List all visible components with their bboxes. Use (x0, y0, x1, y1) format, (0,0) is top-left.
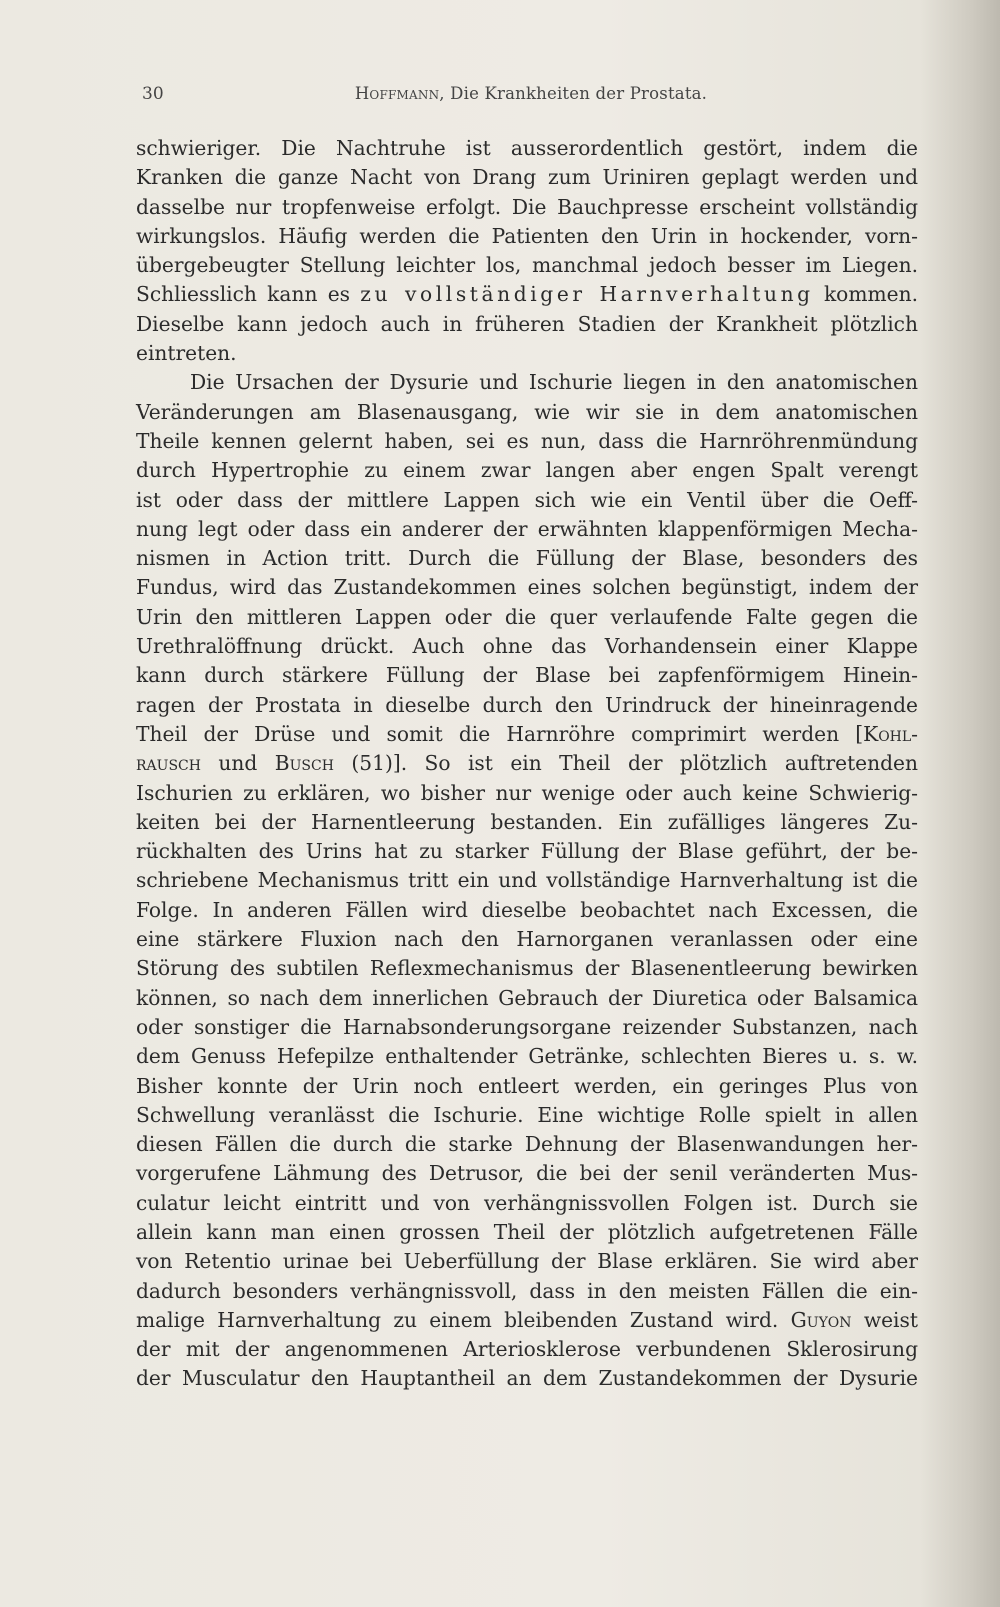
text-segment: zu vollständiger Harnverhaltung (360, 282, 814, 307)
text-segment: der Musculatur den Hauptantheil an dem Zustandekommen der Dysurie (136, 1366, 918, 1391)
page-header (142, 84, 920, 114)
text-segment: der mit der angenommenen Arteriosklerose verbundenen Sklerosirung (136, 1337, 918, 1362)
text-line (136, 691, 918, 720)
text-segment: Veränderungen am Blasenausgang, wie wir sie in dem anatomischen (136, 399, 918, 424)
text-segment: und (200, 751, 275, 776)
text-line (136, 808, 918, 837)
text-line (136, 749, 918, 778)
text-line (136, 163, 918, 192)
text-line (136, 1306, 918, 1335)
text-segment: Kohl- (863, 721, 918, 746)
text-line (136, 1159, 918, 1188)
text-line (136, 1218, 918, 1247)
text-segment: Busch (274, 751, 334, 776)
text-segment: Theil der Drüse und somit die Harnröhre comprimirt werden [ (136, 721, 864, 746)
text-segment: culatur leicht eintritt und von verhängnissvollen Folgen ist. Durch sie (136, 1190, 918, 1215)
text-line (136, 1101, 918, 1130)
running-head-title: , Die Krankheiten der Prostata. (439, 84, 708, 103)
text-line (136, 720, 918, 749)
text-line (136, 427, 918, 456)
text-segment: weist (851, 1307, 918, 1332)
text-line (136, 603, 918, 632)
text-segment: durch Hypertrophie zu einem zwar langen aber engen Spalt verengt (136, 458, 918, 483)
text-segment: nung legt oder dass ein anderer der erwähnten klappenförmigen Mecha- (136, 516, 918, 541)
text-segment: Ischurien zu erklären, wo bisher nur wenige oder auch keine Schwierig- (136, 780, 918, 805)
text-line (136, 193, 918, 222)
running-head-author: Hoffmann (354, 84, 440, 103)
text-line (136, 1277, 918, 1306)
text-segment: Die Ursachen der Dysurie und Ischurie liegen in den anatomischen (190, 370, 918, 395)
text-segment: kommen. (813, 282, 918, 307)
text-segment: Kranken die ganze Nacht von Drang zum Uriniren geplagt werden und (136, 165, 918, 190)
text-segment: Urethralöffnung drückt. Auch ohne das Vorhandensein einer Klappe (136, 634, 918, 659)
text-segment: keiten bei der Harnentleerung bestanden. Ein zufälliges längeres Zu- (136, 809, 918, 834)
body-text (136, 134, 918, 1394)
text-segment: Dieselbe kann jedoch auch in früheren Stadien der Krankheit plötzlich (136, 311, 918, 336)
text-line (136, 1247, 918, 1276)
text-segment: Fundus, wird das Zustandekommen eines solchen begünstigt, indem der (136, 575, 918, 600)
text-line (136, 779, 918, 808)
text-segment: übergebeugter Stellung leichter los, manchmal jedoch besser im Liegen. (136, 253, 918, 278)
text-line (136, 954, 918, 983)
text-line (136, 837, 918, 866)
text-segment: Urin den mittleren Lappen oder die quer verlaufende Falte gegen die (136, 604, 918, 629)
text-line (136, 1130, 918, 1159)
text-line (136, 222, 918, 251)
text-line (136, 310, 918, 339)
text-segment: oder sonstiger die Harnabsonderungsorgane reizender Substanzen, nach (136, 1014, 918, 1039)
text-line (136, 280, 918, 309)
text-segment: dem Genuss Hefepilze enthaltender Getränke, schlechten Bieres u. s. w. (136, 1044, 918, 1069)
text-segment: dasselbe nur tropfenweise erfolgt. Die Bauchpresse erscheint vollständig (136, 194, 918, 219)
text-segment: nismen in Action tritt. Durch die Füllung der Blase, besonders des (136, 546, 918, 571)
running-head (142, 84, 920, 103)
text-line (136, 1072, 918, 1101)
text-line (136, 896, 918, 925)
text-segment: eintreten. (136, 341, 237, 366)
text-segment: eine stärkere Fluxion nach den Harnorganen veranlassen oder eine (136, 927, 918, 952)
text-segment: rückhalten des Urins hat zu starker Füllung der Blase geführt, der be- (136, 839, 918, 864)
text-line (136, 573, 918, 602)
text-segment: von Retentio urinae bei Ueberfüllung der Blase erklären. Sie wird aber (136, 1249, 918, 1274)
text-line (136, 866, 918, 895)
text-segment: wirkungslos. Häufig werden die Patienten den Urin in hockender, vorn- (136, 223, 918, 248)
text-segment: Bisher konnte der Urin noch entleert werden, ein geringes Plus von (136, 1073, 918, 1098)
text-segment: Schwellung veranlässt die Ischurie. Eine wichtige Rolle spielt in allen (136, 1102, 918, 1127)
text-segment: ragen der Prostata in dieselbe durch den Urindruck der hineinragende (136, 692, 918, 717)
text-line (136, 1335, 918, 1364)
text-segment: allein kann man einen grossen Theil der plötzlich aufgetretenen Fälle (136, 1219, 918, 1244)
text-segment: schwieriger. Die Nachtruhe ist ausserordentlich gestört, indem die (136, 136, 918, 160)
text-segment: Folge. In anderen Fällen wird dieselbe beobachtet nach Excessen, die (136, 897, 918, 922)
text-line (136, 632, 918, 661)
text-line (136, 925, 918, 954)
text-segment: diesen Fällen die durch die starke Dehnung der Blasenwandungen her- (136, 1132, 918, 1157)
page-number: 30 (142, 84, 164, 104)
text-line (136, 398, 918, 427)
text-segment: kann durch stärkere Füllung der Blase bei zapfenförmigem Hinein- (136, 663, 918, 688)
text-line (136, 544, 918, 573)
text-segment: rausch (136, 751, 201, 776)
text-line (136, 1189, 918, 1218)
text-line (136, 486, 918, 515)
text-segment: können, so nach dem innerlichen Gebrauch der Diuretica oder Balsamica (136, 985, 918, 1010)
text-line (136, 368, 918, 397)
text-line (136, 1013, 918, 1042)
text-line (136, 339, 918, 368)
text-line (136, 456, 918, 485)
text-line (136, 1364, 918, 1393)
text-segment: Schliesslich kann es (136, 282, 361, 307)
text-line (136, 134, 918, 163)
text-segment: dadurch besonders verhängnissvoll, dass in den meisten Fällen die ein- (136, 1278, 918, 1303)
text-line (136, 661, 918, 690)
text-segment: Theile kennen gelernt haben, sei es nun, dass die Harnröhrenmündung (136, 428, 918, 453)
text-segment: ist oder dass der mittlere Lappen sich wie ein Ventil über die Oeff- (136, 487, 918, 512)
text-segment: vorgerufene Lähmung des Detrusor, die bei der senil veränderten Mus- (136, 1161, 918, 1186)
text-line (136, 1042, 918, 1071)
text-segment: (51)]. So ist ein Theil der plötzlich auftretenden (333, 751, 918, 776)
text-segment: Guyon (790, 1307, 852, 1332)
text-line (136, 251, 918, 280)
text-segment: Störung des subtilen Reflexmechanismus der Blasenentleerung bewirken (136, 956, 918, 981)
text-line (136, 515, 918, 544)
text-segment: malige Harnverhaltung zu einem bleibenden Zustand wird. (136, 1307, 791, 1332)
text-segment: schriebene Mechanismus tritt ein und vollständige Harnverhaltung ist die (136, 868, 918, 893)
text-line (136, 984, 918, 1013)
